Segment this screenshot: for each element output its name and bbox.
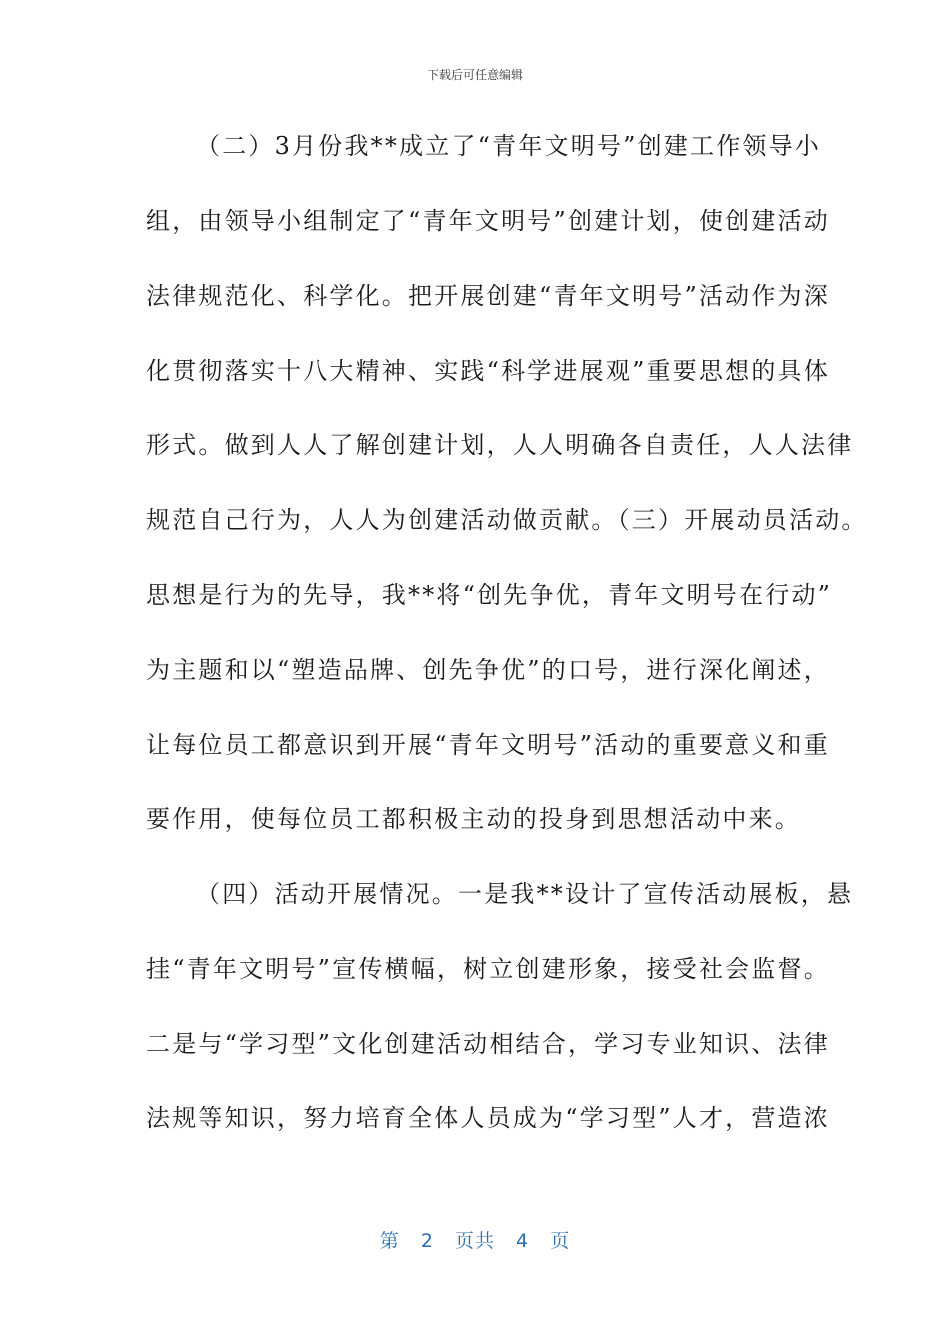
footer-suffix: 页 [550,1230,571,1252]
header-note: 下载后可任意编辑 [426,68,523,82]
paragraph-line: 化贯彻落实十八大精神、实践“科学进展观”重要思想的具体 [146,357,830,385]
paragraph-line: 组，由领导小组制定了“青年文明号”创建计划，使创建活动 [146,207,830,235]
paragraph-line: 形式。做到人人了解创建计划，人人明确各自责任，人人法律 [146,431,854,459]
paragraph-line: （四）活动开展情况。一是我**设计了宣传活动展板，悬 [196,880,854,908]
paragraph-line: 挂“青年文明号”宣传横幅，树立创建形象，接受社会监督。 [146,955,830,983]
paragraph-line: 要作用，使每位员工都积极主动的投身到思想活动中来。 [146,805,801,833]
paragraph-line: 思想是行为的先导，我**将“创先争优，青年文明号在行动” [146,581,833,609]
paragraph-line: 二是与“学习型”文化创建活动相结合，学习专业知识、法律 [146,1030,830,1058]
paragraph-line: 让每位员工都意识到开展“青年文明号”活动的重要意义和重 [146,731,830,759]
footer-prefix: 第 [379,1230,400,1252]
page-footer [0,1226,950,1253]
total-page-count: 4 [516,1230,530,1252]
paragraph-line: （二）3月份我**成立了“青年文明号”创建工作领导小 [196,132,822,160]
current-page-number: 2 [420,1230,434,1252]
footer-middle: 页共 [454,1230,495,1252]
paragraph-line: 法律规范化、科学化。把开展创建“青年文明号”活动作为深 [146,282,830,310]
paragraph-line: 法规等知识，努力培育全体人员成为“学习型”人才，营造浓 [146,1104,830,1132]
paragraph-line: 规范自己行为，人人为创建活动做贡献。（三）开展动员活动。 [146,506,868,534]
paragraph-line: 为主题和以“塑造品牌、创先争优”的口号，进行深化阐述， [146,656,830,684]
